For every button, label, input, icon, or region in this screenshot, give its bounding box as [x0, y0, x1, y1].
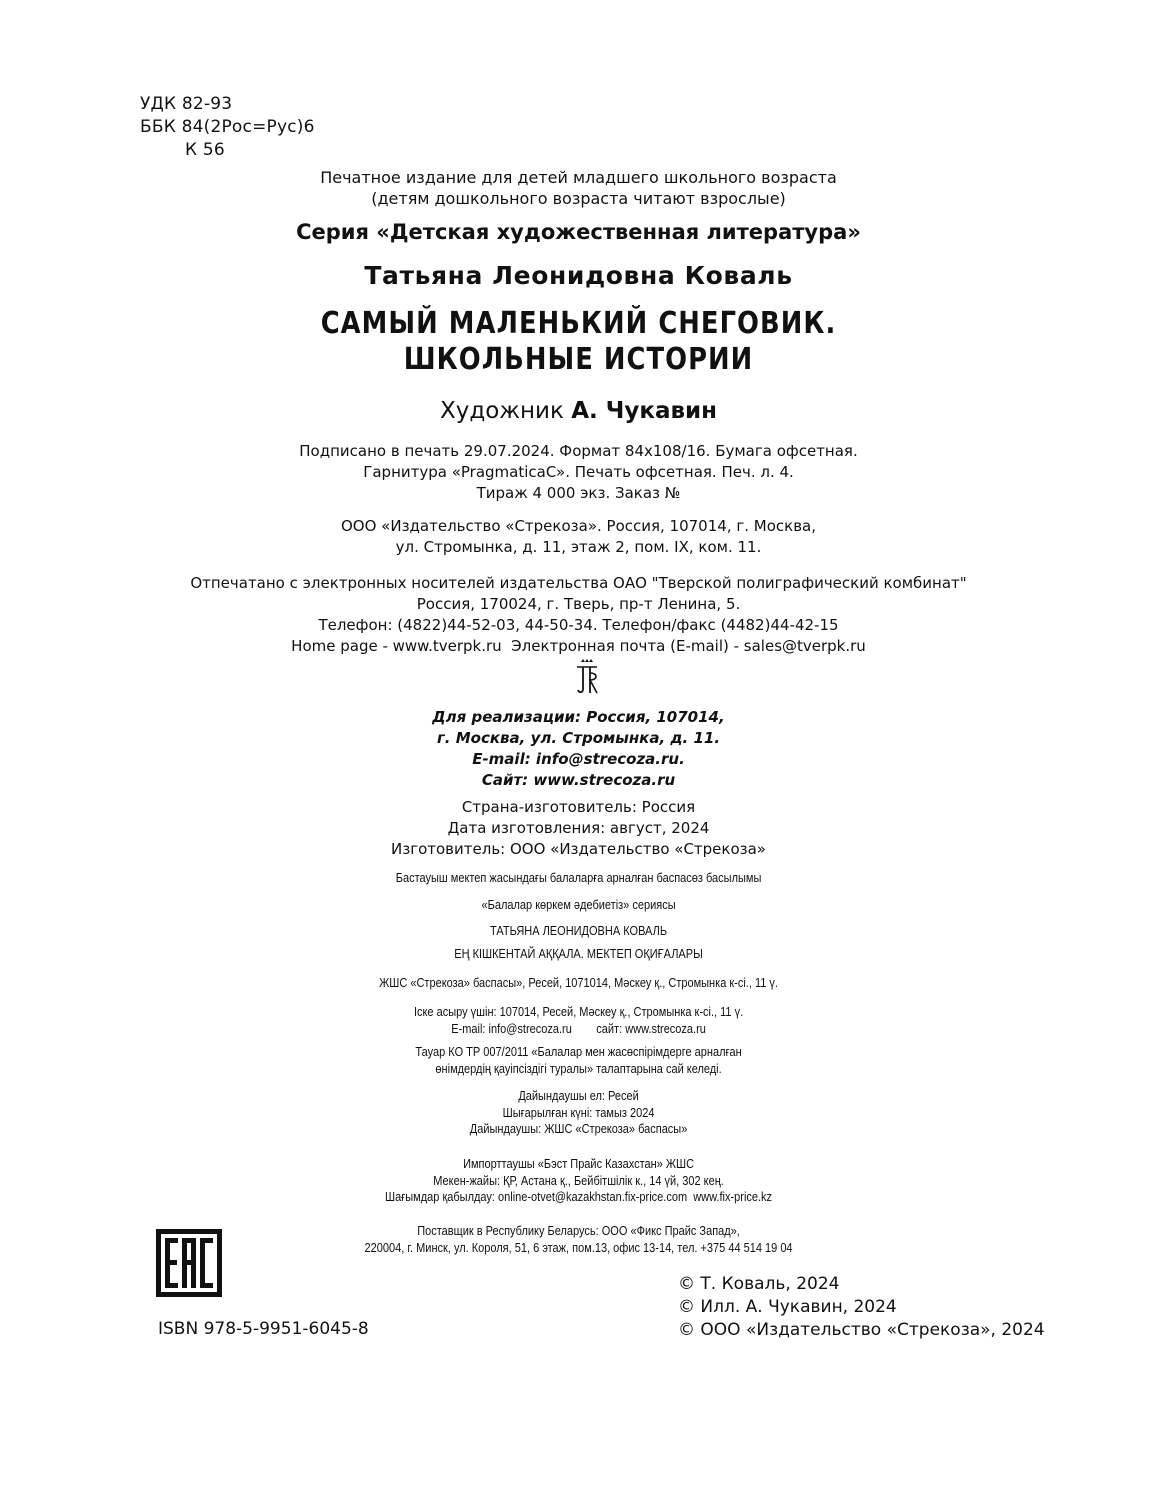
kz-manufacture: [69, 1088, 1087, 1138]
author-mark: К 56: [185, 140, 225, 160]
kz-importer-line-3: Шағымдар қабылдау: online-otvet@kazakhstan.fix-price.com www.fix-price.kz: [385, 1190, 773, 1204]
printer-line-2: Россия, 170024, г. Тверь, пр-т Ленина, 5.: [416, 595, 741, 613]
kz-series: «Балалар көркем әдебиетіз» сериясы: [481, 898, 676, 912]
illustrator: [0, 396, 1157, 426]
audience-note: [0, 167, 1157, 209]
sale-website: Сайт: www.strecoza.ru: [481, 771, 676, 789]
sale-line-2: г. Москва, ул. Стромынка, д. 11.: [436, 729, 721, 747]
distribution-info: [0, 707, 1157, 791]
printer-info: [0, 573, 1157, 657]
audience-line-2: (детям дошкольного возраста читают взрослые): [371, 189, 786, 208]
belarus-supplier: [69, 1223, 1087, 1256]
print-details: [0, 441, 1157, 504]
printer-line-3: Телефон: (4822)44-52-03, 44-50-34. Телефон/факс (4482)44-42-15: [318, 616, 839, 634]
print-line-1: Подписано в печать 29.07.2024. Формат 84x108/16. Бумага офсетная.: [299, 442, 858, 460]
kz-country: Дайындаушы ел: Ресей: [518, 1089, 639, 1103]
kz-maker: Дайындаушы: ЖШС «Стрекоза» баспасы»: [469, 1122, 688, 1136]
printer-line-1: Отпечатано с электронных носителей издательства ОАО "Тверской полиграфический комбинат": [190, 574, 967, 592]
kz-importer-line-1: Импорттаушы «Бэст Прайс Казахстан» ЖШС: [463, 1157, 695, 1171]
classification-codes: [140, 93, 315, 162]
publisher-line-1: ООО «Издательство «Стрекоза». Россия, 107014, г. Москва,: [340, 517, 816, 535]
isbn: ISBN 978-5-9951-6045-8: [158, 1319, 369, 1339]
manufacture-date: Дата изготовления: август, 2024: [447, 819, 710, 837]
publisher-line-2: ул. Стромынка, д. 11, этаж 2, пом. IX, ком. 11.: [395, 538, 762, 556]
kz-realization-line-2: E-mail: info@strecoza.ru сайт: www.strecoza.ru: [451, 1021, 706, 1036]
kz-publisher: ЖШС «Стрекоза» баспасы», Ресей, 1071014, Мәскеу қ., Стромынка к-сі., 11 ү.: [379, 976, 778, 990]
copyright-author: © Т. Коваль, 2024: [678, 1274, 840, 1294]
illustrator-label: Художник: [439, 398, 572, 424]
book-title-line-2: ШКОЛЬНЫЕ ИСТОРИИ: [403, 342, 754, 377]
kz-author: ТАТЬЯНА ЛЕОНИДОВНА КОВАЛЬ: [490, 924, 668, 938]
kz-audience: Бастауыш мектеп жасындағы балаларға арналған баспасөз басылымы: [395, 871, 762, 885]
manufacturer: Изготовитель: ООО «Издательство «Стрекоза»: [391, 840, 766, 858]
eac-mark-icon: [156, 1229, 222, 1297]
kz-importer: [69, 1156, 1087, 1206]
kz-title: ЕҢ КІШКЕНТАЙ АҚҚАЛА. МЕКТЕП ОҚИҒАЛАРЫ: [454, 947, 703, 961]
sale-email: E-mail: info@strecoza.ru.: [472, 750, 685, 768]
author-name: Татьяна Леонидовна Коваль: [364, 261, 793, 290]
belarus-line-2: 220004, г. Минск, ул. Короля, 51, 6 этаж, пом.13, офис 13-14, тел. +375 44 514 19 04: [364, 1240, 793, 1255]
kz-importer-line-2: Мекен-жайы: ҚР, Астана қ., Бейбітшілік к., 14 үй, 302 кең.: [433, 1173, 724, 1188]
bbk-code: ББК 84(2Рос=Рус)6: [140, 117, 315, 137]
book-title: [81, 306, 1076, 378]
kz-standard-line-1: Тауар КО ТР 007/2011 «Балалар мен жасөспірімдерге арналған: [415, 1045, 742, 1059]
book-title-line-1: САМЫЙ МАЛЕНЬКИЙ СНЕГОВИК.: [320, 306, 837, 341]
series-title: Серия «Детская художественная литература»: [296, 220, 861, 244]
manufacture-info: [0, 797, 1157, 860]
sale-line-1: Для реализации: Россия, 107014,: [432, 708, 725, 726]
copyright-block: [678, 1273, 1045, 1342]
copyright-illustrator: © Илл. А. Чукавин, 2024: [678, 1297, 897, 1317]
print-line-2: Гарнитура «PragmaticaC». Печать офсетная. Печ. л. 4.: [363, 463, 794, 481]
publisher-address: [0, 516, 1157, 558]
belarus-line-1: Поставщик в Республику Беларусь: ООО «Фикс Прайс Запад»,: [417, 1224, 740, 1238]
print-line-3: Тираж 4 000 экз. Заказ №: [476, 484, 681, 502]
kz-standard: [69, 1044, 1087, 1077]
kz-date: Шығарылған күні: тамыз 2024: [502, 1105, 655, 1120]
printer-line-4: Home page - www.tverpk.ru Электронная почта (E-mail) - sales@tverpk.ru: [291, 637, 866, 655]
kz-realization-line-1: Іске асыру үшін: 107014, Ресей, Мәскеу қ., Стромынка к-сі., 11 ү.: [413, 1005, 744, 1019]
printer-logo-icon: [571, 659, 603, 695]
illustrator-name: А. Чукавин: [571, 398, 718, 424]
copyright-publisher: © ООО «Издательство «Стрекоза», 2024: [678, 1320, 1045, 1340]
audience-line-1: Печатное издание для детей младшего школьного возраста: [320, 168, 837, 187]
kz-standard-line-2: өнімдердің қауіпсіздігі туралы» талаптарына сай келеді.: [435, 1061, 722, 1076]
udk-code: УДК 82-93: [140, 94, 233, 114]
kz-realization: [69, 1004, 1087, 1037]
manufacture-country: Страна-изготовитель: Россия: [461, 798, 696, 816]
